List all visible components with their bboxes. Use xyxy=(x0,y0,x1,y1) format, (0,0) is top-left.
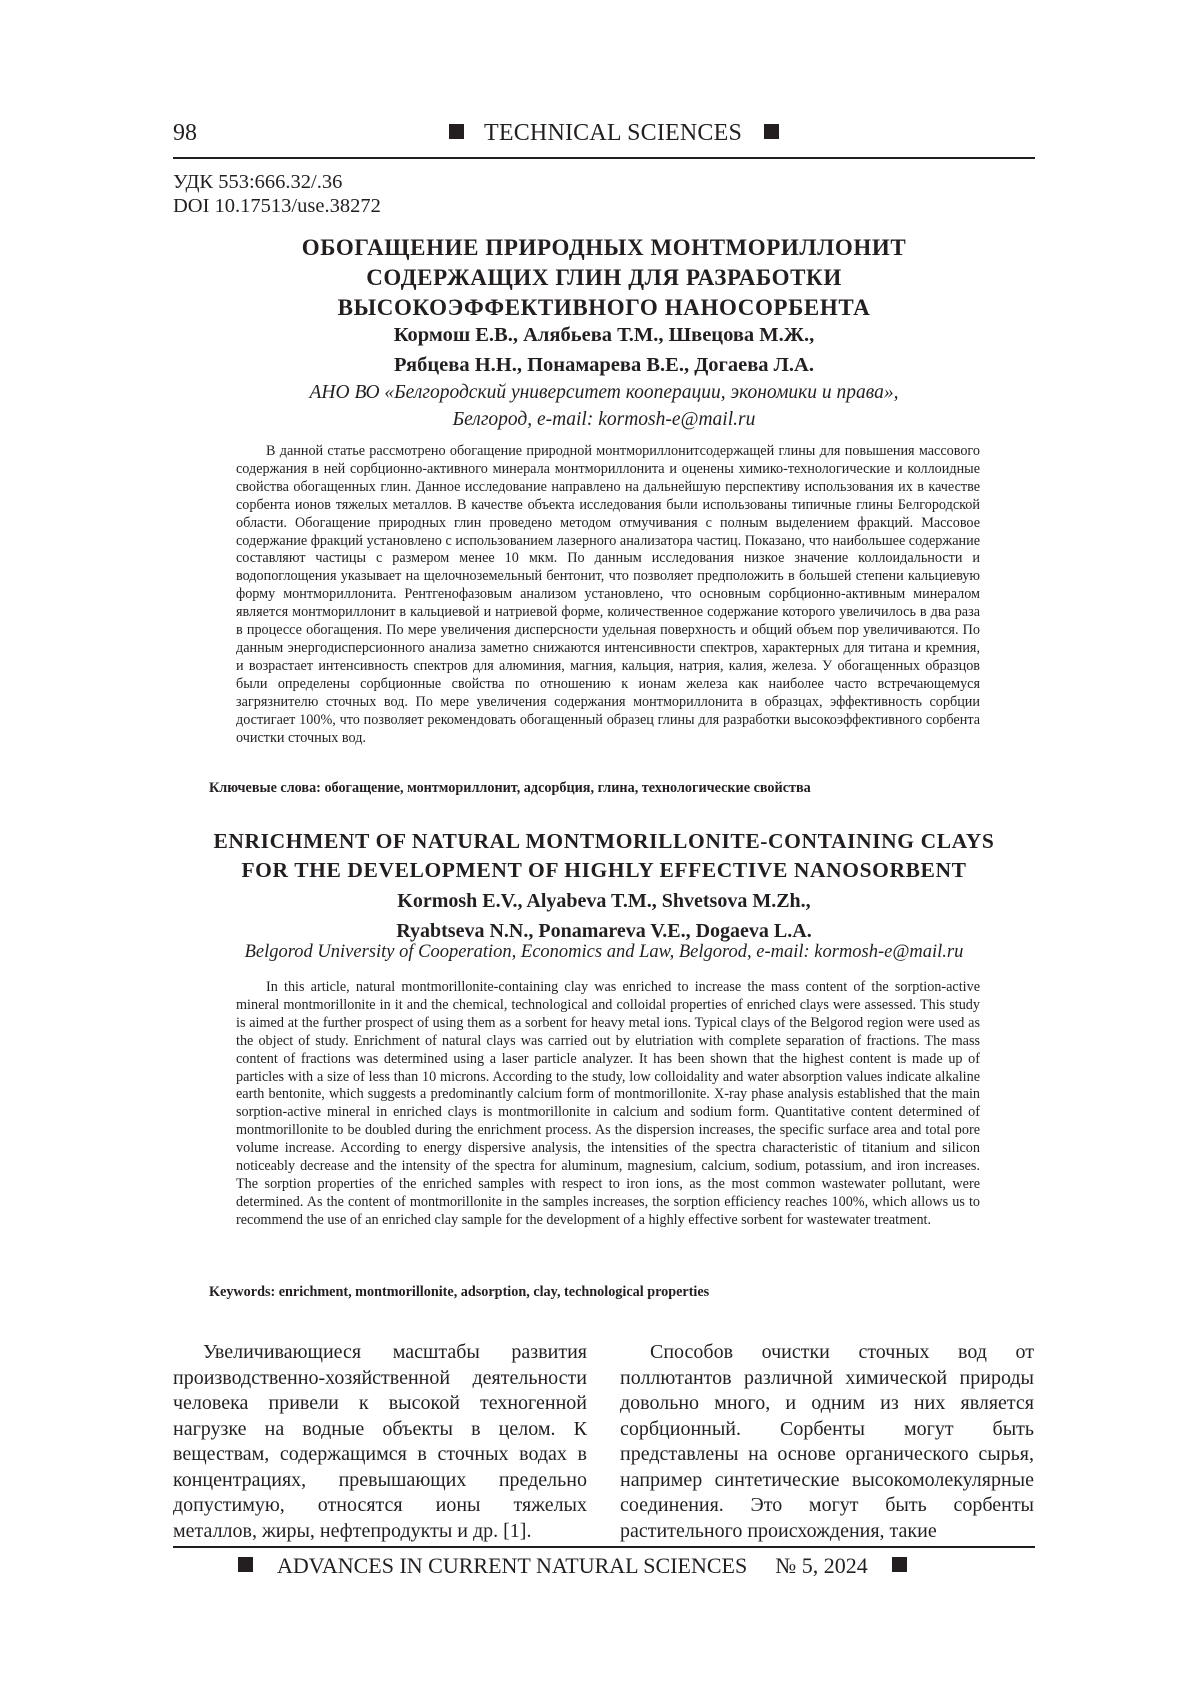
title-ru xyxy=(173,233,1035,323)
authors-en-line: Ryabtseva N.N., Ponamareva V.E., Dogaeva L.A. xyxy=(173,916,1035,946)
title-en xyxy=(173,827,1035,885)
page-number: 98 xyxy=(173,120,197,147)
journal-name: ADVANCES IN CURRENT NATURAL SCIENCES xyxy=(277,1553,747,1578)
keywords-en: Keywords: enrichment, montmorillonite, adsorption, clay, technological properties xyxy=(209,1284,709,1301)
title-en-line: ENRICHMENT OF NATURAL MONTMORILLONITE-CONTAINING CLAYS xyxy=(173,827,1035,856)
square-bullet-icon xyxy=(238,1557,253,1572)
title-ru-line: ОБОГАЩЕНИЕ ПРИРОДНЫХ МОНТМОРИЛЛОНИТ xyxy=(173,233,1035,263)
footer xyxy=(238,1553,907,1579)
affiliation-ru-line: Белгород, e-mail: kormosh-e@mail.ru xyxy=(173,406,1035,433)
abstract-ru: В данной статье рассмотрено обогащение природной монтмориллонитсодержащей глины для повышения массового содержания в ней сорбционно-активного минерала монтмориллонита и оценены химико-технологические и коллоидные свойства обогащенных глин. Данное исследование направлено на дальнейшую перспективу использования их в качестве сорбента ионов тяжелых металлов. В качестве объекта исследования были использованы типичные глины Белгородской области. Обогащение природных глин проведено методом отмучивания с полным выделением фракций. Массовое содержание фракций установлено с использованием лазерного анализатора частиц. Показано, что наибольшее содержание составляют частицы с размером менее 10 мкм. По данным исследования низкое значение коллоидальности и водопоглощения указывает на щелочноземельный бентонит, что позволяет предположить в большей степени кальциевую форму монтмориллонита. Рентгенофазовым анализом установлено, что основным сорбционно-активным минералом является монтмориллонит в кальциевой и натриевой форме, количественное содержание которого увеличилось в два раза в процессе обогащения. По мере увеличения дисперсности удельная поверхность и общий объем пор увеличиваются. По данным энергодисперсионного анализа заметно снижаются интенсивности спектров, характерных для титана и кремния, и возрастает интенсивность спектров для алюминия, магния, кальция, натрия, калия, железа. У обогащенных образцов были определены сорбционные свойства по отношению к ионам железа как наиболее часто встречающемуся загрязнителю сточных вод. По мере увеличения содержания монтмориллонита в образцах, эффективность сорбции достигает 100%, что позволяет рекомендовать обогащенный образец глины для разработки высокоэффективного сорбента очистки сточных вод. xyxy=(236,443,980,747)
authors-en-line: Kormosh E.V., Alyabeva T.M., Shvetsova M.Zh., xyxy=(173,886,1035,916)
square-bullet-icon xyxy=(892,1557,907,1572)
section-heading xyxy=(449,120,779,147)
body-column-right: Способов очистки сточных вод от поллютантов различной химической природы довольно много, и одним из них является сорбционный. Сорбенты могут быть представлены на основе органического сырья, например синтетические высокомолекулярные соединения. Это могут быть сорбенты растительного происхождения, такие xyxy=(620,1340,1034,1544)
authors-en xyxy=(173,886,1035,946)
affiliation-en: Belgorod University of Cooperation, Economics and Law, Belgorod, e-mail: kormosh-e@mail.ru xyxy=(173,940,1035,964)
authors-ru xyxy=(173,320,1035,380)
keywords-ru: Ключевые слова: обогащение, монтмориллонит, адсорбция, глина, технологические свойства xyxy=(209,780,811,797)
article-identifiers xyxy=(173,170,381,218)
section-label: TECHNICAL SCIENCES xyxy=(484,120,742,146)
issue-number: № 5, 2024 xyxy=(775,1553,868,1578)
udk-code: УДК 553:666.32/.36 xyxy=(173,170,381,194)
body-column-left: Увеличивающиеся масштабы развития производственно-хозяйственной деятельности человека привели к высокой техногенной нагрузке на водные объекты в целом. К веществам, содержащимся в сточных водах в концентрациях, превышающих предельно допустимую, относятся ионы тяжелых металлов, жиры, нефтепродукты и др. [1]. xyxy=(173,1340,587,1544)
title-ru-line: ВЫСОКОЭФФЕКТИВНОГО НАНОСОРБЕНТА xyxy=(173,293,1035,323)
affiliation-ru xyxy=(173,379,1035,433)
doi: DOI 10.17513/use.38272 xyxy=(173,194,381,218)
header-rule xyxy=(173,157,1035,159)
title-en-line: FOR THE DEVELOPMENT OF HIGHLY EFFECTIVE NANOSORBENT xyxy=(173,856,1035,885)
square-bullet-icon xyxy=(764,124,779,139)
title-ru-line: СОДЕРЖАЩИХ ГЛИН ДЛЯ РАЗРАБОТКИ xyxy=(173,263,1035,293)
square-bullet-icon xyxy=(449,124,464,139)
authors-ru-line: Кормош Е.В., Алябьева Т.М., Швецова М.Ж., xyxy=(173,320,1035,350)
footer-rule xyxy=(173,1546,1035,1548)
abstract-en: In this article, natural montmorillonite-containing clay was enriched to increase the mass content of the sorption-active mineral montmorillonite in it and the chemical, technological and colloidal properties of enriched clays were assessed. This study is aimed at the further prospect of using them as a sorbent for heavy metal ions. Typical clays of the Belgorod region were used as the object of study. Enrichment of natural clays was carried out by elutriation with complete separation of fractions. The mass content of fractions was determined using a laser particle analyzer. It has been shown that the highest content is made up of particles with a size of less than 10 microns. According to the study, low colloidality and water absorption values indicate alkaline earth bentonite, which suggests a predominantly calcium form of montmorillonite. X-ray phase analysis established that the main sorption-active mineral in enriched clays is montmorillonite in calcium and sodium form. Quantitative content determined of montmorillonite to be doubled during the enrichment process. As the dispersion increases, the specific surface area and total pore volume increase. According to energy dispersive analysis, the intensities of the spectra characteristic of titanium and silicon noticeably decrease and the intensity of the spectra for aluminum, magnesium, calcium, sodium, potassium, and iron increases. The sorption properties of the enriched samples with respect to iron ions, as the most common wastewater pollutant, were determined. As the content of montmorillonite in the samples increases, the sorption efficiency reaches 100%, which allows us to recommend the use of an enriched clay sample for the development of a highly effective sorbent for wastewater treatment. xyxy=(236,979,980,1230)
authors-ru-line: Рябцева Н.Н., Понамарева В.Е., Догаева Л.А. xyxy=(173,350,1035,380)
affiliation-ru-line: АНО ВО «Белгородский университет кооперации, экономики и права», xyxy=(173,379,1035,406)
